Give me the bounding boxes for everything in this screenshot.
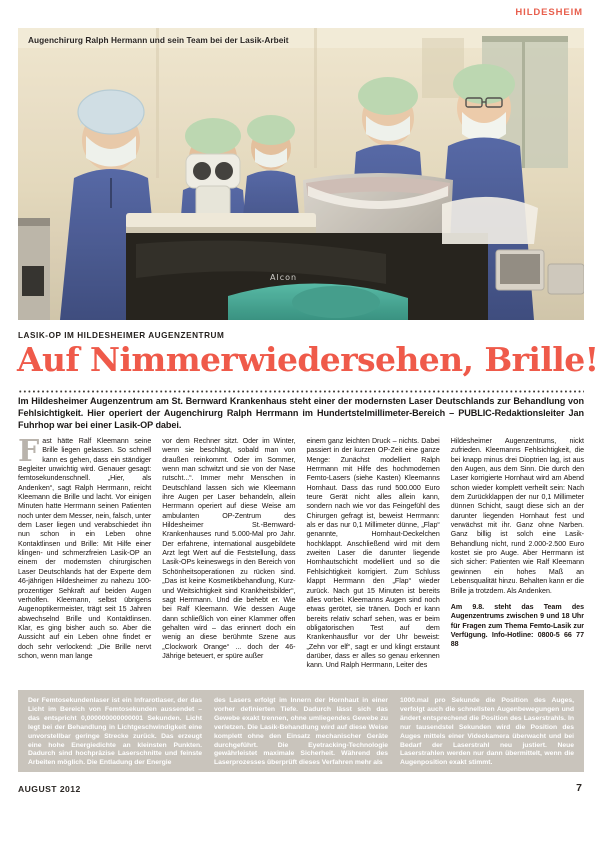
body-column-3: [307, 437, 440, 682]
body-column-2: [162, 437, 295, 682]
info-box-column-1: Der Femtosekundenlaser ist ein Infrarotlaser, der das Licht im Bereich von Femtosekunden aussendet – das entspricht 0,000000000000001 Sekunden. Licht legt bei der Behandlung in Lichtgeschwindigkeit eine unvorstellbar geringe Strecke zurück. Das erzeugt eine hohe Energiedichte an kleinsten Punkten. Dadurch sind hochpräzise Laserschnitte und feinste Arbeiten möglich. Die Entladung der Energie: [28, 697, 202, 767]
photo-device-label: Alcon: [270, 273, 298, 282]
article-body: [18, 434, 585, 682]
body-column-1: [18, 434, 152, 682]
info-box-column-2: des Lasers erfolgt im Innern der Hornhaut in einer vorher definierten Tiefe. Dadurch lässt sich das Gewebe exakt trennen, ohne umliegendes Gewebe zu verletzen. Die Lasik-Behandlung wird auf diese Weise komplett ohne den Einsatz mechanischer Geräte durchgeführt. Die Eyetracking-Technologie gewährleistet maximale Sicherheit. Während des Laserprozesses überprüft dieses Verfahren mehr als: [214, 697, 388, 767]
drop-cap: F: [18, 434, 40, 469]
photo-caption: Augenchirurg Ralph Hermann und sein Team bei der Lasik-Arbeit: [28, 35, 289, 45]
article-photo: [18, 28, 584, 320]
closing-note: Am 9.8. steht das Team des Augenzentrums zwischen 9 und 18 Uhr für Fragen zum Thema Femto-Lasik zur Verfügung. Info-Hotline: 0800-5 66 77 88: [450, 602, 584, 649]
body-text-1: ast hätte Ralf Kleemann seine Brille liegen gelassen. So schnell kann es gehen, dass ein ständiger Begleiter unwichtig wird. Genauer gesagt: femtosekundenschnell. „Hier, als Andenken“, sagt Ralph Herrmann, reicht Kleemann die Brille und lacht. Vor einigen Minuten hatte Herrmann seinen Patienten noch unter dem Messer, nein, falsch, unter dem Laser liegen und verabschiedet ihn nun schon in ein Leben ohne Kontaktlinsen und Brille: Mit Hilfe einer klingen- und schmerzfreien Lasik-OP an einem der modernsten chirurgischen Laser Deutschlands hat der Experte dem 46-jährigen Hildesheimer zu nahezu 100-prozentiger Sehkraft auf beiden Augen verholfen. Kleemann, selbst übrigens Augenoptikermeister, trägt seit 15 Jahren abwechselnd Brille und Kontaktlinsen. Klar, es ging bisher auch so. Aber die Aussicht auf ein Leben ohne findet er doch sehr verlockend: „Die Brille nervt schon, wenn man lange: [18, 437, 152, 660]
body-column-4: [451, 437, 584, 682]
article-kicker: LASIK-OP IM HILDESHEIMER AUGENZENTRUM: [18, 331, 225, 340]
running-head: HILDESHEIM: [515, 7, 583, 18]
info-box: [18, 690, 584, 772]
page-number: 7: [576, 782, 582, 794]
operating-room-photo-illustration: [18, 28, 584, 320]
body-text-3: einem ganz leichten Druck – nichts. Dabei passiert in der kurzen OP-Zeit eine ganze Menge: Zunächst modelliert Ralph Herrmann mit Hilfe des hochmodernen Femto-Lasers (siehe Kasten) Kleemanns Hornhaut. Dass das rund 500.000 Euro teure Gerät nicht alles allein kann, sondern nach wie vor das Feingefühl des Chirurgen gefragt ist, beweist Herrmann: als er das nur 0,1 Millimeter dünne, „Flap“ genannte, Hornhaut-Deckelchen hochklappt. Anschließend wird mit dem zweiten Laser die darunter liegende Hornhautschicht modelliert und so die Fehlsichtigkeit korrigiert. Zum Schluss klappt Herrmann den „Flap“ wieder zurück. Nach gut 15 Minuten ist bereits alles vorbei. Kleemanns Augen sind noch etwas gerötet, sie tränen. Doch er kann bereits relativ scharf sehen, was er beim obligatorischen Test auf dem Krankenhausflur vor der Uhr beweist: „Zehn vor elf“, sagt er und klingt erstaunt darüber, dass er alles so genau erkennen kann. Und Ralph Herrmann, Leiter des: [306, 437, 440, 670]
page-title: Auf Nimmerwiedersehen, Brille!: [17, 340, 599, 379]
dotted-divider: [18, 390, 584, 393]
body-text-2: vor dem Rechner sitzt. Oder im Winter, wenn sie beschlägt, sobald man von draußen reinkommt. Oder im Sommer, wenn man schwitzt und sie von der Nase rutscht...“. Immer mehr Menschen in Deutschland lassen sich wie Kleemann ihre Augen per Laser behandeln, allein Herrmann operiert auf diese Weise am ambulanten OP-Zentrum des Hildesheimer St.-Bernward-Krankenhauses rund 5.000-Mal pro Jahr. Der erfahrene, international ausgebildete Arzt legt Wert auf die Feststellung, dass Lasik-OPs keineswegs in den Bereich von Schönheitsoperationen zu rücken sind. „Das ist keine Kosmetikbehandlung, Kurz- und Weitsichtigkeit sind Krankheitsbilder“, sagt Herrmann. Und die behebt er. Wie bei Ralf Kleemann. Wie dessen Auge dann schließlich von einer Klammer offen gehalten wird – das erinnert doch ein wenig an diese berühmte Szene aus „Clockwork Orange“ ... doch der 46-Jährige beteuert, er spüre außer: [162, 437, 296, 660]
info-box-column-3: 1000.mal pro Sekunde die Position des Auges, verfolgt auch die schnellsten Augenbewegungen und ändert entsprechend die Position des Laserstrahls. In nur tausendstel Sekunden wird die Position des Auges mittels einer Videokamera überwacht und bei Bedarf der Laserstrahl neu justiert. Neue Laserstrahlen werden nur dann übermittelt, wenn die Augenposition exakt stimmt.: [400, 697, 574, 767]
article-standfirst: Im Hildesheimer Augenzentrum am St. Bernward Krankenhaus steht einer der modernsten Laser Deutschlands zur Behandlung von Fehlsichtigkeit. Hier operiert der Augenchirurg Ralph Herrmann im Hundertstelmillimeter-Bereich – PUBLIC-Redaktionsleiter Jan Fuhrhop war bei einer Lasik-OP dabei.: [18, 396, 584, 430]
footer-date: AUGUST 2012: [18, 784, 81, 794]
body-text-4: Hildesheimer Augenzentrums, nickt zufrieden. Kleemanns Fehlsichtigkeit, die bei knapp minus drei Dioptrien lag, ist aus den Augen, aus dem Sinn. Die durch den Laser korrigierte Hornhaut wird am Abend schon wieder komplett verheilt sein: Nach dem Zurückklappen der nur 0,1 Millimeter dünnen Schicht, saugt diese sich an der darunter liegenden Hornhaut fest und verwächst mit ihr. Ganz ohne Narben. Ganz billig ist solch eine Lasik-Behandlung nicht, rund 2.000-2.500 Euro kostet sie pro Auge. Aber Herrmann ist sich sicher: Patienten wie Ralf Kleemann gewinnen ein hohes Maß an Lebensqualität hinzu. Behalten kann er die Brille ja trotzdem. Als Andenken.: [450, 437, 585, 595]
